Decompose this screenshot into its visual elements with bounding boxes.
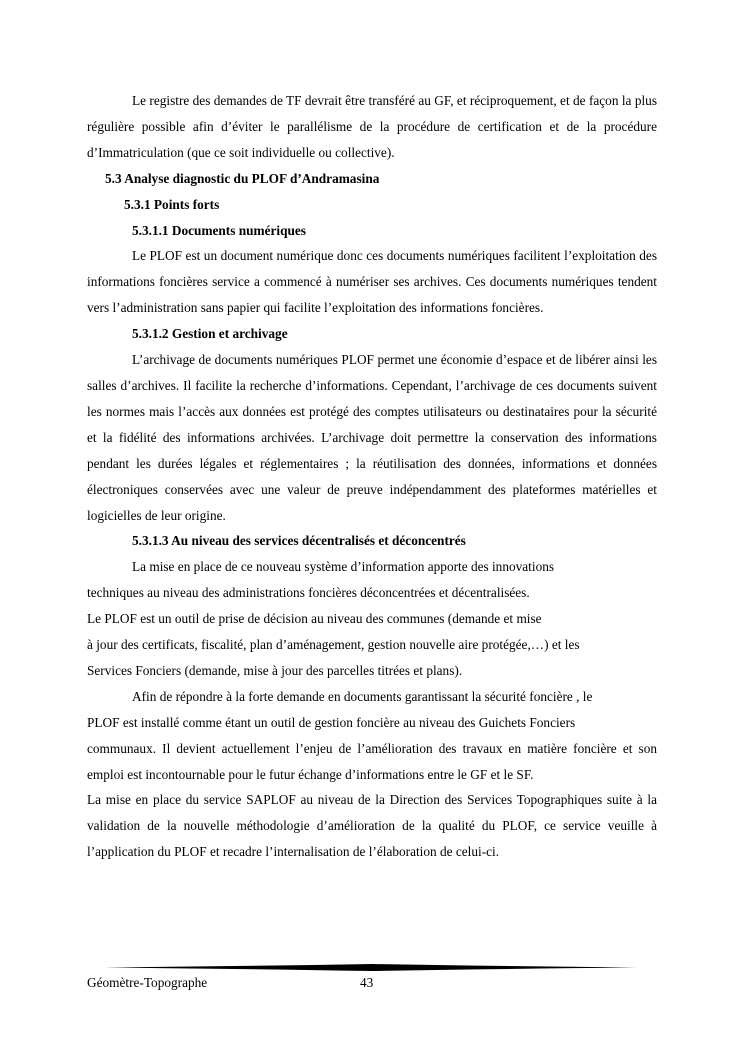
paragraph-documents-numeriques: Le PLOF est un document numérique donc ces documents numériques facilitent l’exploitation des informations foncières service a commencé à numériser ses archives. Ces documents numériques tendent vers l’administration sans papier qui facilite l’exploitation des informations foncières. (87, 248, 657, 316)
heading-5-3-1-1: 5.3.1.1 Documents numériques (132, 222, 306, 238)
page-content (87, 88, 657, 865)
heading-5-3-1: 5.3.1 Points forts (124, 196, 220, 212)
paragraph-saplof: La mise en place du service SAPLOF au niveau de la Direction des Services Topographiques suite à la validation de la nouvelle méthodologie d’amélioration de la qualité du PLOF, ce service veuille à l’application du PLOF et recadre l’internalisation de l’élaboration de celui-ci. (87, 792, 657, 860)
footer-title: Géomètre-Topographe (87, 975, 208, 990)
heading-5-3-1-2: 5.3.1.2 Gestion et archivage (132, 326, 288, 342)
footer-rule (105, 963, 640, 972)
paragraph-afin-line-2: PLOF est installé comme étant un outil de gestion foncière au niveau des Guichets Fonciers (87, 714, 576, 730)
paragraph-services-line-1: La mise en place de ce nouveau système d’information apporte des innovations (132, 559, 555, 575)
paragraph-registre: Le registre des demandes de TF devrait être transféré au GF, et réciproquement, et de façon la plus régulière possible afin d’éviter le parallélisme de la procédure de certification et de la procédure d’Immatriculation (que ce soit individuelle ou collective). (87, 93, 657, 160)
paragraph-services-line-2: techniques au niveau des administrations foncières déconcentrées et décentralisées. (87, 585, 530, 601)
paragraph-plof-line-3: Services Fonciers (demande, mise à jour des parcelles titrées et plans). (87, 662, 463, 678)
page-number: 43 (360, 975, 374, 990)
heading-5-3: 5.3 Analyse diagnostic du PLOF d’Andramasina (105, 170, 380, 186)
paragraph-afin-line-1: Afin de répondre à la forte demande en documents garantissant la sécurité foncière , le (132, 688, 593, 704)
paragraph-afin-line-3: communaux. Il devient actuellement l’enjeu de l’amélioration des travaux en matière foncière et son emploi est incontournable pour le futur échange d’informations entre le GF et le SF. (87, 740, 657, 782)
heading-5-3-1-3: 5.3.1.3 Au niveau des services décentralisés et déconcentrés (132, 533, 466, 549)
paragraph-archivage: L’archivage de documents numériques PLOF permet une économie d’espace et de libérer ainsi les salles d’archives. Il facilite la recherche d’informations. Cependant, l’archivage de ces documents suivent les normes mais l’accès aux données est protégé des comptes utilisateurs ou destinataires pour la sécurité et la fidélité des informations archivées. L’archivage doit permettre la conservation des informations pendant les durées légales et réglementaires ; la réutilisation des données, informations et données électroniques conservées avec une valeur de preuve indépendamment des plateformes matérielles et logicielles de leur origine. (87, 352, 657, 523)
paragraph-plof-line-2: à jour des certificats, fiscalité, plan d’aménagement, gestion nouvelle aire protégée,…) et les (87, 637, 580, 653)
paragraph-plof-line-1: Le PLOF est un outil de prise de décision au niveau des communes (demande et mise (87, 611, 542, 627)
